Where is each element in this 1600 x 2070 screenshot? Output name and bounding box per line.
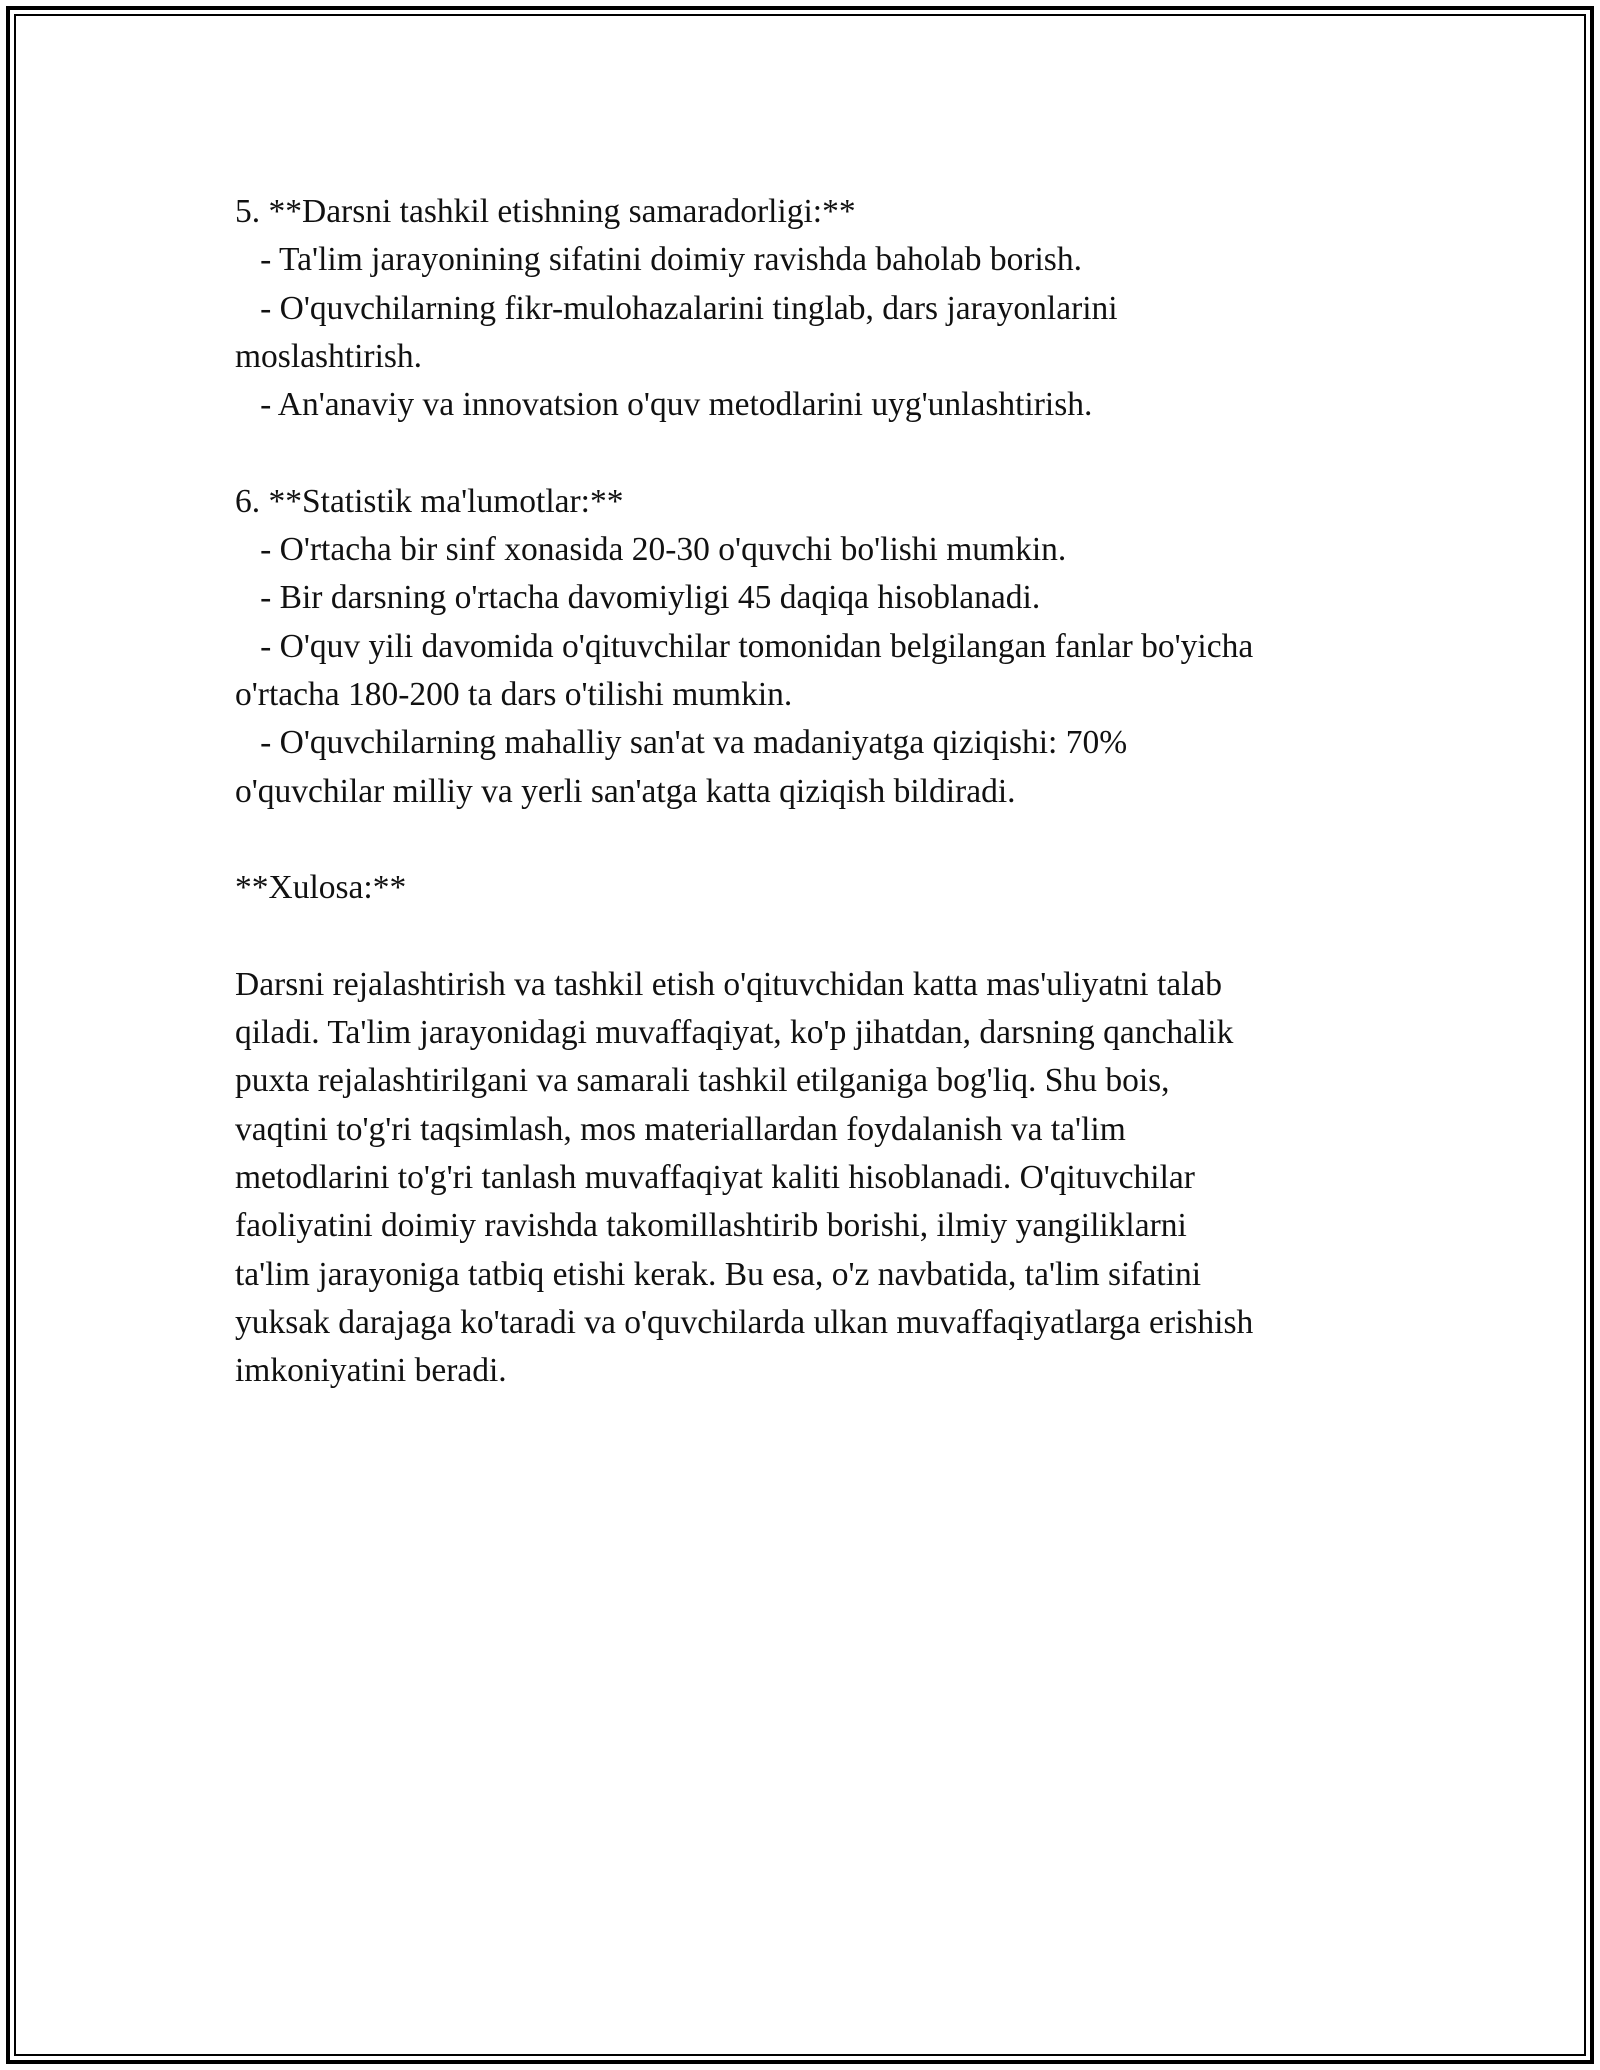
- section-6-line: - Bir darsning o'rtacha davomiyligi 45 daqiqa hisoblanadi.: [235, 579, 1041, 617]
- conclusion-line: imkoniyatini beradi.: [235, 1352, 507, 1390]
- paragraph-spacer: [235, 816, 1365, 864]
- conclusion-line: metodlarini to'g'ri tanlash muvaffaqiyat kaliti hisoblanadi. O'qituvchilar: [235, 1158, 1195, 1196]
- section-6-line: o'quvchilar milliy va yerli san'atga katta qiziqish bildiradi.: [235, 772, 1016, 810]
- conclusion-line: Darsni rejalashtirish va tashkil etish o'qituvchidan katta mas'uliyatni talab: [235, 965, 1223, 1003]
- section-6-line: - O'quvchilarning mahalliy san'at va madaniyatga qiziqishi: 70%: [235, 724, 1128, 762]
- paragraph-spacer: [235, 912, 1365, 960]
- section-5-heading: 5. **Darsni tashkil etishning samaradorligi:**: [235, 193, 856, 230]
- conclusion-line: qiladi. Ta'lim jarayonidagi muvaffaqiyat, ko'p jihatdan, darsning qanchalik: [235, 1014, 1234, 1052]
- conclusion-line: vaqtini to'g'ri taqsimlash, mos materiallardan foydalanish va ta'lim: [235, 1110, 1126, 1148]
- section-5-line: - O'quvchilarning fikr-mulohazalarini tinglab, dars jarayonlarini: [235, 289, 1118, 327]
- conclusion-line: yuksak darajaga ko'taradi va o'quvchilarda ulkan muvaffaqiyatlarga erishish: [235, 1303, 1254, 1341]
- section-5-line: - An'anaviy va innovatsion o'quv metodlarini uyg'unlashtirish.: [235, 386, 1093, 424]
- conclusion-line: faoliyatini doimiy ravishda takomillashtirib borishi, ilmiy yangiliklarni: [235, 1207, 1187, 1245]
- conclusion-line: puxta rejalashtirilgani va samarali tashkil etilganiga bog'liq. Shu bois,: [235, 1062, 1170, 1100]
- section-6-line: - O'quv yili davomida o'qituvchilar tomonidan belgilangan fanlar bo'yicha: [235, 627, 1254, 665]
- conclusion-line: ta'lim jarayoniga tatbiq etishi kerak. Bu esa, o'z navbatida, ta'lim sifatini: [235, 1255, 1202, 1293]
- document-body: [235, 188, 1365, 1395]
- paragraph-spacer: [235, 429, 1365, 477]
- section-6-heading: 6. **Statistik ma'lumotlar:**: [235, 482, 624, 520]
- section-6-line: - O'rtacha bir sinf xonasida 20-30 o'quvchi bo'lishi mumkin.: [235, 531, 1067, 569]
- conclusion-heading: **Xulosa:**: [235, 869, 407, 907]
- section-5-line: moslashtirish.: [235, 337, 423, 375]
- section-5-line: - Ta'lim jarayonining sifatini doimiy ravishda baholab borish.: [235, 241, 1082, 279]
- section-6-line: o'rtacha 180-200 ta dars o'tilishi mumkin.: [235, 675, 793, 713]
